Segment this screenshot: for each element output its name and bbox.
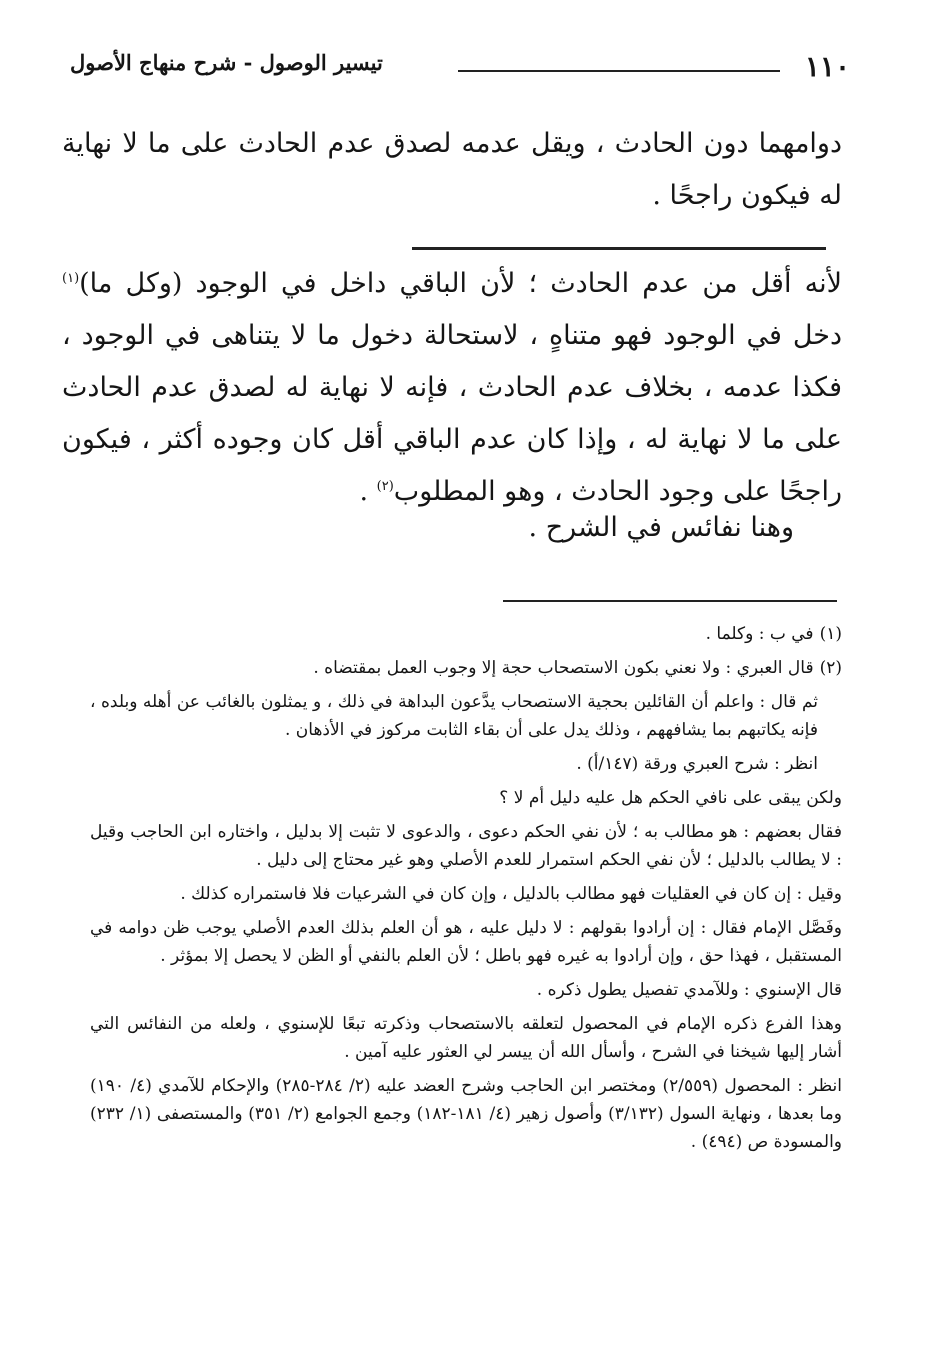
main-text-body bbox=[62, 258, 842, 518]
closing-line: وهنا نفائس في الشرح . bbox=[528, 512, 794, 543]
main-paragraph-top: دوامهما دون الحادث ، ويقل عدمه لصدق عدم الحادث على ما لا نهاية له فيكون راجحًا . bbox=[62, 128, 842, 211]
footnote-paragraph: فقال بعضهم : هو مطالب به ؛ لأن نفي الحكم دعوى ، والدعوى لا تثبت إلا بدليل ، واختاره ابن الحاجب وقيل : لا يطالب بالدليل ؛ لأن نفي الحكم استمرار للعدم الأصلي وهو غير محتاج إلى دليل . bbox=[90, 822, 842, 870]
page-header bbox=[70, 50, 850, 90]
footnote-paragraph: ولكن يبقى على نافي الحكم هل عليه دليل أم لا ؟ bbox=[499, 788, 842, 808]
footnote-paragraph: انظر : شرح العبري ورقة (١٤٧/أ) . bbox=[576, 754, 818, 774]
footnote-2-text: قال العبري : ولا نعني بكون الاستصحاب حجة إلا وجوب العمل بمقتضاه . bbox=[313, 658, 814, 678]
footnote-ref-1: (١) bbox=[62, 271, 80, 286]
footnote-ref-2: (٢) bbox=[376, 479, 394, 494]
book-title: تيسير الوصول - شرح منهاج الأصول bbox=[70, 50, 383, 75]
body-text-part2: دخل في الوجود فهو متناهٍ ، لاستحالة دخول ما لا يتناهى في الوجود ، فكذا عدمه ، بخلاف عدم الحادث ، فإنه لا نهاية له لصدق عدم الحادث على ما لا نهاية له ، وإذا كان عدم الباقي أقل كان وجوده أكثر ، فيكون راجحًا على وجود الحادث ، وهو المطلوب bbox=[62, 320, 842, 507]
footnote-paragraph: وهذا الفرع ذكره الإمام في المحصول لتعلقه بالاستصحاب وذكرته تبعًا للإسنوي ، ولعله من النفائس التي أشار إليها شيخنا في الشرح ، وأسأل الله أن ييسر لي العثور عليه آمين . bbox=[90, 1014, 842, 1062]
footnote-1-text: في ب : وكلما . bbox=[705, 624, 814, 644]
main-paragraph-body bbox=[62, 258, 842, 518]
footnotes bbox=[90, 620, 842, 1162]
body-text-part3: . bbox=[359, 476, 377, 507]
body-text-part1: لأنه أقل من عدم الحادث ؛ لأن الباقي داخل في الوجود (وكل ما) bbox=[79, 268, 842, 299]
footnote-2 bbox=[90, 654, 842, 682]
page-number: ١١٠ bbox=[804, 50, 850, 83]
footnote-paragraph: انظر : المحصول (٢/٥٥٩) ومختصر ابن الحاجب وشرح العضد عليه (٢/ ٢٨٤-٢٨٥) والإحكام للآمدي (٤/ ١٩٠) وما بعدها ، ونهاية السول (٣/١٣٢) وأصول زهير (٤/ ١٨١-١٨٢) وجمع الجوامع (٢/ ٣٥١) والمستصفى (١/ ٢٣٢) والمسودة ص (٤٩٤) . bbox=[90, 1076, 842, 1152]
footnote-paragraph: وفَصَّل الإمام فقال : إن أرادوا بقولهم : لا دليل عليه ، هو أن العلم بذلك العدم الأصلي يوجب ظن دوامه في المستقبل ، فهذا حق ، وإن أرادوا به غيره فهو باطل ؛ لأن العلم بالنفي أو الظن لا يحصل إلا بمؤثر . bbox=[90, 918, 842, 966]
footnote-divider bbox=[503, 600, 837, 602]
header-rule bbox=[458, 70, 780, 72]
footnote-1 bbox=[90, 620, 842, 648]
footnote-paragraph: قال الإسنوي : وللآمدي تفصيل يطول ذكره . bbox=[536, 980, 842, 1000]
main-text-top bbox=[62, 118, 842, 222]
footnote-paragraph: ثم قال : واعلم أن القائلين بحجية الاستصحاب يدَّعون البداهة في ذلك ، و يمثلون بالغائب عن أهله وبلده ، فإنه يكاتبهم بما يشافههم ، وذلك يدل على أن بقاء الثابت مركوز في الأذهان . bbox=[90, 692, 818, 740]
footnote-paragraph: وقيل : إن كان في العقليات فهو مطالب بالدليل ، وإن كان في الشرعيات فلا فاستمراره كذلك . bbox=[180, 884, 842, 904]
section-divider bbox=[412, 247, 826, 250]
footnote-2-number: (٢) bbox=[819, 658, 842, 678]
footnote-1-number: (١) bbox=[819, 624, 842, 644]
